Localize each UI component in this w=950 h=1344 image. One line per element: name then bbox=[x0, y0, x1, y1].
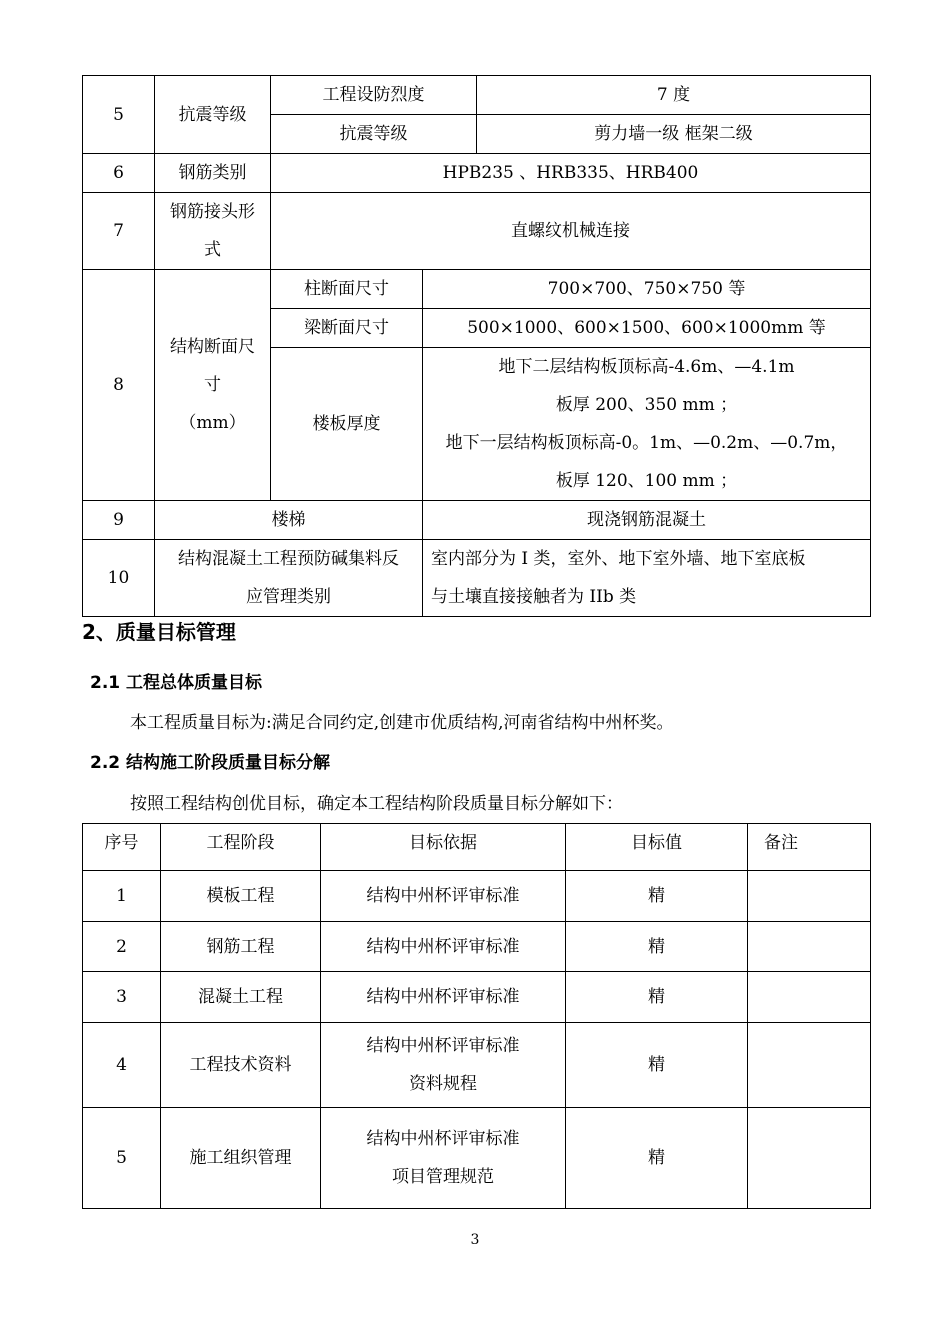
note-cell bbox=[748, 1108, 871, 1209]
note-cell bbox=[748, 972, 871, 1023]
item-name-line: 结构断面尺 bbox=[170, 337, 255, 357]
table-row bbox=[83, 972, 871, 1023]
item-name-line: （mm） bbox=[179, 413, 246, 433]
sub-item: 抗震等级 bbox=[271, 115, 477, 154]
table-row bbox=[83, 1023, 871, 1108]
stage-cell: 混凝土工程 bbox=[161, 972, 321, 1023]
value-line: 地下二层结构板顶标高-4.6m、—4.1m bbox=[498, 357, 795, 377]
note-cell bbox=[748, 871, 871, 922]
item-value bbox=[423, 540, 871, 617]
item-value: 7 度 bbox=[477, 76, 871, 115]
basis-line: 项目管理规范 bbox=[392, 1167, 494, 1187]
row-number: 6 bbox=[83, 154, 155, 193]
basis-cell: 结构中州杯评审标准 bbox=[321, 972, 566, 1023]
stage-cell: 施工组织管理 bbox=[161, 1108, 321, 1209]
item-name-line: 式 bbox=[204, 240, 221, 260]
quality-target-table bbox=[82, 823, 871, 1209]
item-name: 钢筋类别 bbox=[155, 154, 271, 193]
row-number: 1 bbox=[83, 871, 161, 922]
value-line: 板厚 200、350 mm ； bbox=[555, 395, 738, 415]
value-cell: 精 bbox=[566, 972, 748, 1023]
value-line: 地下一层结构板顶标高-0。1m、—0.2m、—0.7m， bbox=[445, 433, 848, 453]
stage-cell: 工程技术资料 bbox=[161, 1023, 321, 1108]
header-cell: 工程阶段 bbox=[161, 824, 321, 871]
header-cell: 目标依据 bbox=[321, 824, 566, 871]
basis-cell: 结构中州杯评审标准 bbox=[321, 922, 566, 972]
item-value: 直螺纹机械连接 bbox=[271, 193, 871, 270]
item-name-line: 应管理类别 bbox=[246, 587, 331, 607]
header-cell: 序号 bbox=[83, 824, 161, 871]
item-value: HPB235 、HRB335、HRB400 bbox=[271, 154, 871, 193]
page-number: 3 bbox=[470, 1232, 480, 1248]
sub-item: 楼板厚度 bbox=[271, 348, 423, 501]
table-row bbox=[83, 922, 871, 972]
item-name: 楼梯 bbox=[155, 501, 423, 540]
row-number: 8 bbox=[83, 270, 155, 501]
row-number: 4 bbox=[83, 1023, 161, 1108]
basis-line: 结构中州杯评审标准 bbox=[366, 1129, 520, 1149]
table-row bbox=[83, 871, 871, 922]
row-number: 5 bbox=[83, 1108, 161, 1209]
item-name: 抗震等级 bbox=[155, 76, 271, 154]
note-cell bbox=[748, 922, 871, 972]
item-value: 500×1000、600×1500、600×1000mm 等 bbox=[423, 309, 871, 348]
basis-line: 结构中州杯评审标准 bbox=[366, 1036, 520, 1056]
header-cell: 备注 bbox=[748, 824, 871, 871]
basis-line: 资料规程 bbox=[409, 1074, 477, 1094]
structure-parameters-table bbox=[82, 75, 871, 617]
value-line: 室内部分为 I 类，室外、地下室外墙、地下室底板 bbox=[431, 549, 806, 569]
item-name-line: 寸 bbox=[204, 375, 221, 395]
value-cell: 精 bbox=[566, 1023, 748, 1108]
row-number: 10 bbox=[83, 540, 155, 617]
subsection-heading: 2.1 工程总体质量目标 bbox=[90, 673, 263, 693]
value-cell: 精 bbox=[566, 922, 748, 972]
sub-item: 柱断面尺寸 bbox=[271, 270, 423, 309]
item-name-line: 钢筋接头形 bbox=[170, 202, 255, 222]
item-name-line: 结构混凝土工程预防碱集料反 bbox=[178, 549, 399, 569]
note-cell bbox=[748, 1023, 871, 1108]
row-number: 5 bbox=[83, 76, 155, 154]
item-name bbox=[155, 270, 271, 501]
stage-cell: 模板工程 bbox=[161, 871, 321, 922]
sub-item: 梁断面尺寸 bbox=[271, 309, 423, 348]
item-value: 剪力墙一级 框架二级 bbox=[477, 115, 871, 154]
header-cell: 目标值 bbox=[566, 824, 748, 871]
value-line: 与土壤直接接触者为 IIb 类 bbox=[431, 587, 637, 607]
basis-cell bbox=[321, 1023, 566, 1108]
value-cell: 精 bbox=[566, 1108, 748, 1209]
basis-cell bbox=[321, 1108, 566, 1209]
row-number: 3 bbox=[83, 972, 161, 1023]
paragraph: 按照工程结构创优目标，确定本工程结构阶段质量目标分解如下： bbox=[130, 794, 623, 814]
row-number: 2 bbox=[83, 922, 161, 972]
basis-cell: 结构中州杯评审标准 bbox=[321, 871, 566, 922]
subsection-heading: 2.2 结构施工阶段质量目标分解 bbox=[90, 753, 331, 773]
value-line: 板厚 120、100 mm ； bbox=[555, 471, 738, 491]
table-row bbox=[83, 1108, 871, 1209]
paragraph: 本工程质量目标为:满足合同约定,创建市优质结构,河南省结构中州杯奖。 bbox=[130, 713, 674, 733]
item-value: 现浇钢筋混凝土 bbox=[423, 501, 871, 540]
item-name bbox=[155, 193, 271, 270]
row-number: 7 bbox=[83, 193, 155, 270]
row-number: 9 bbox=[83, 501, 155, 540]
sub-item: 工程设防烈度 bbox=[271, 76, 477, 115]
value-cell: 精 bbox=[566, 871, 748, 922]
item-value bbox=[423, 348, 871, 501]
item-name bbox=[155, 540, 423, 617]
section-heading: 2、质量目标管理 bbox=[82, 620, 236, 644]
stage-cell: 钢筋工程 bbox=[161, 922, 321, 972]
item-value: 700×700、750×750 等 bbox=[423, 270, 871, 309]
